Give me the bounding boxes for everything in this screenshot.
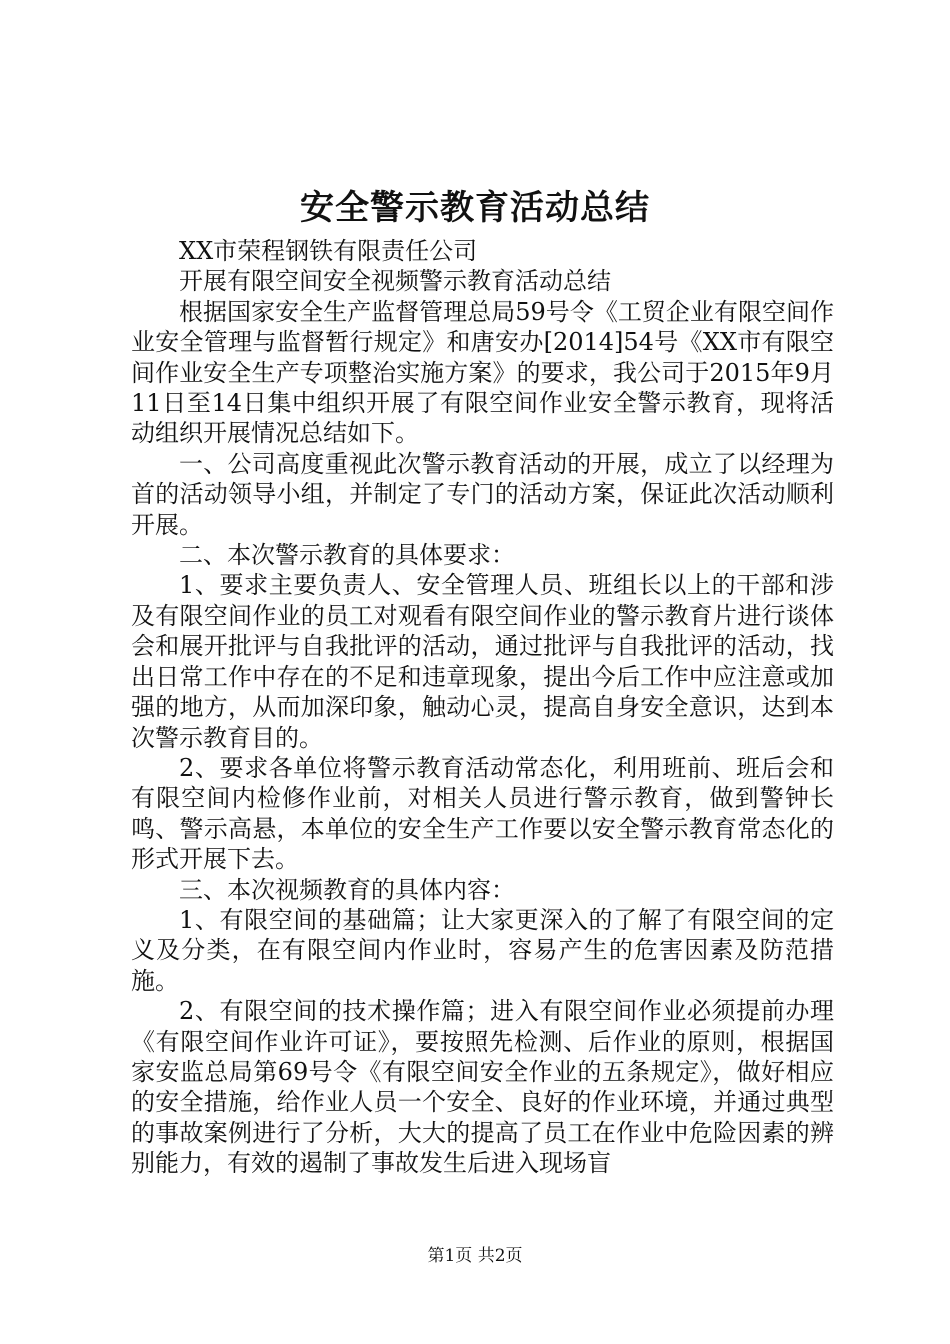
content-two-paragraph: 2、有限空间的技术操作篇；进入有限空间作业必须提前办理《有限空间作业许可证》，要按照先检测、后作业的原则，根据国家安监总局第69号令《有限空间安全作业的五条规定》，做好相应的安全措施，给作业人员一个安全、良好的作业环境，并通过典型的事故案例进行了分析，大大的提高了员工在作业中危险因素的辨别能力，有效的遏制了事故发生后进入现场盲 xyxy=(131,997,834,1178)
intro-paragraph: 根据国家安全生产监督管理总局59号令《工贸企业有限空间作业安全管理与监督暂行规定》和唐安办[2014]54号《XX市有限空间作业安全生产专项整治实施方案》的要求，我公司于2015年9月11日至14日集中组织开展了有限空间作业安全警示教育，现将活动组织开展情况总结如下。 xyxy=(131,297,834,448)
section-one-paragraph: 一、公司高度重视此次警示教育活动的开展，成立了以经理为首的活动领导小组，并制定了专门的活动方案，保证此次活动顺利开展。 xyxy=(131,449,834,539)
subtitle-line: 开展有限空间安全视频警示教育活动总结 xyxy=(179,267,611,296)
section-three-heading: 三、本次视频教育的具体内容： xyxy=(179,875,515,904)
requirement-two-paragraph: 2、要求各单位将警示教育活动常态化，利用班前、班后会和有限空间内检修作业前，对相关人员进行警示教育，做到警钟长鸣、警示高悬，本单位的安全生产工作要以安全警示教育常态化的形式开展下去。 xyxy=(131,753,834,874)
requirement-one-paragraph: 1、要求主要负责人、安全管理人员、班组长以上的干部和涉及有限空间作业的员工对观看有限空间作业的警示教育片进行谈体会和展开批评与自我批评的活动，通过批评与自我批评的活动，找出日常工作中存在的不足和违章现象，提出今后工作中应注意或加强的地方，从而加深印象，触动心灵，提高自身安全意识，达到本次警示教育目的。 xyxy=(131,571,834,752)
document-body xyxy=(131,236,834,1179)
document-title: 安全警示教育活动总结 xyxy=(300,188,650,228)
content-one-paragraph: 1、有限空间的基础篇；让大家更深入的了解了有限空间的定义及分类，在有限空间内作业时，容易产生的危害因素及防范措施。 xyxy=(131,905,834,995)
section-two-heading: 二、本次警示教育的具体要求： xyxy=(179,541,515,570)
page-number-footer: 第1页 共2页 xyxy=(427,1246,523,1266)
company-name-line: XX市荣程钢铁有限责任公司 xyxy=(179,237,478,265)
